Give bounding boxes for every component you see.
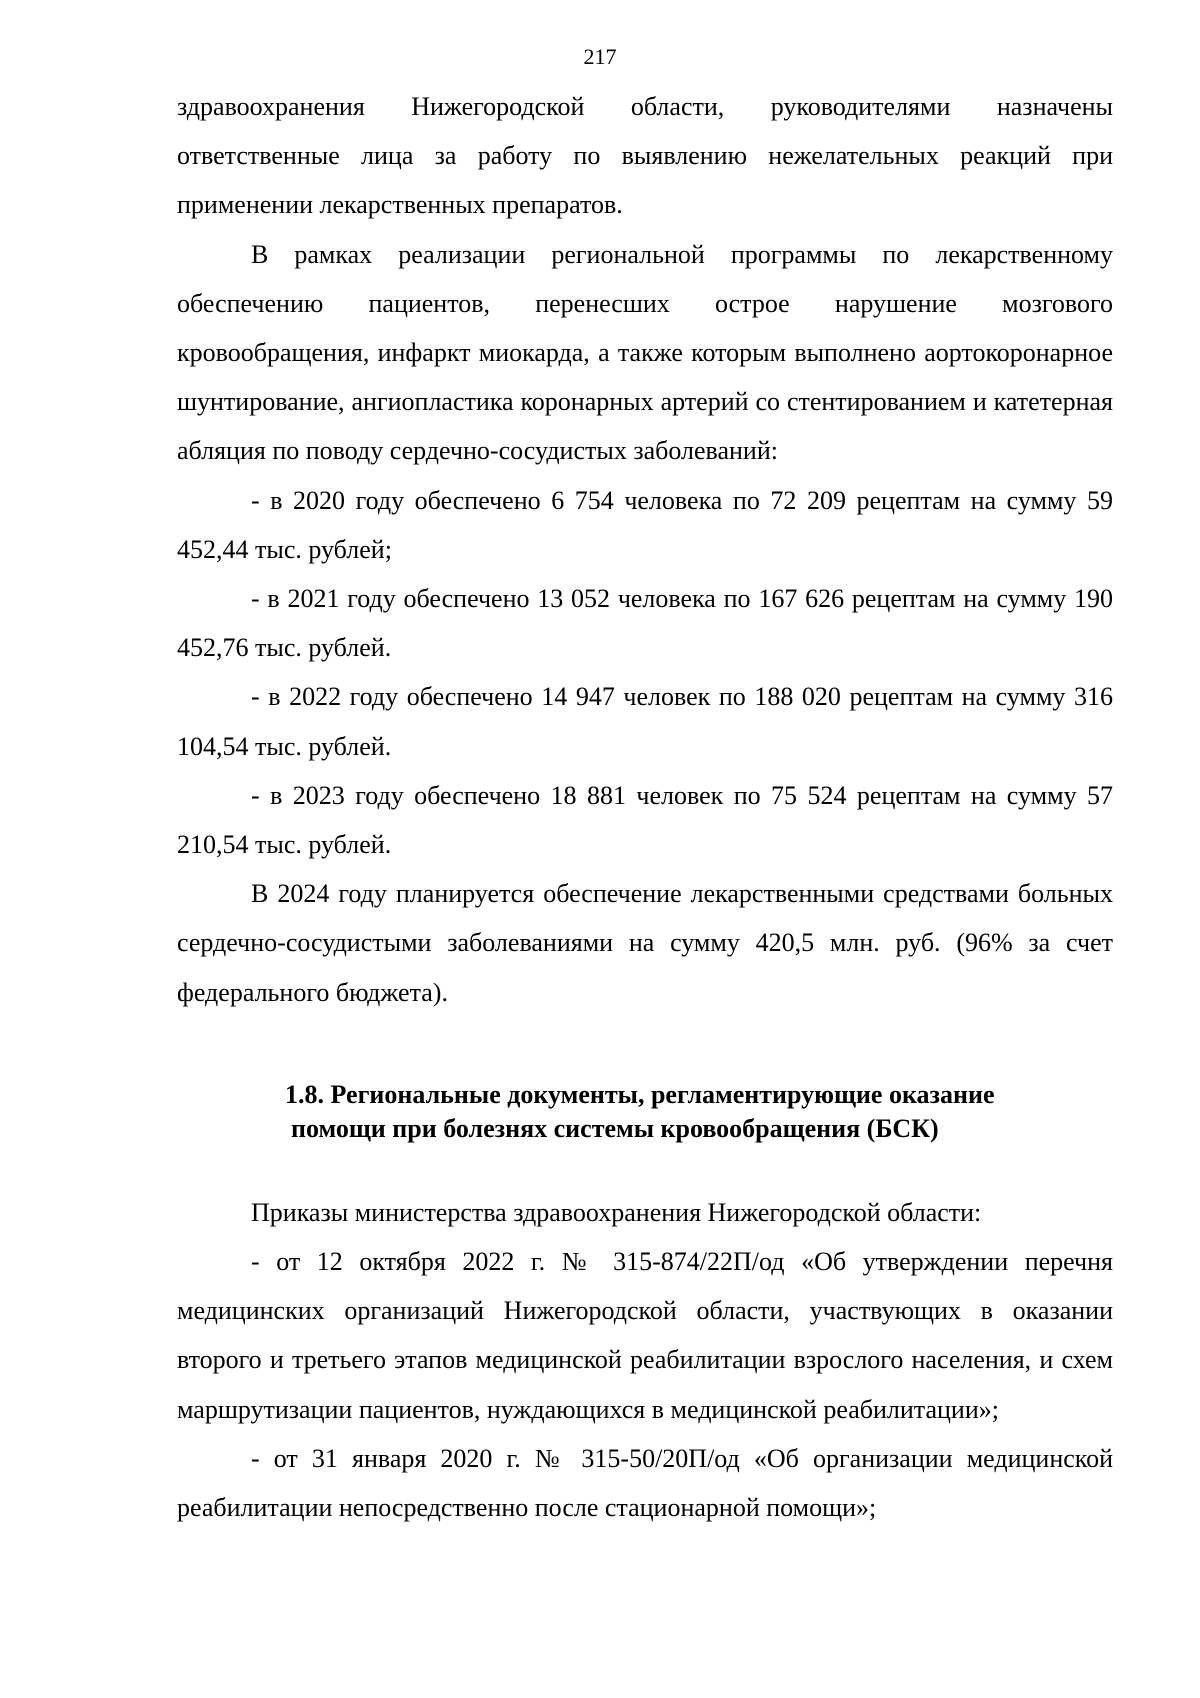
- paragraph-orders-intro: Приказы министерства здравоохранения Нижегородской области:: [251, 1197, 982, 1227]
- paragraph-2023: - в 2023 году обеспечено 18 881 человек по 75 524 рецептам на сумму 57 210,54 тыс. рублей.: [177, 780, 1113, 860]
- paragraph-continuation: здравоохранения Нижегородской области, руководителями назначены ответственные лица за работу по выявлению нежелательных реакций при применении лекарственных препаратов.: [177, 92, 1113, 220]
- paragraph-2024-plan: В 2024 году планируется обеспечение лекарственными средствами больных сердечно-сосудистыми заболеваниями на сумму 420,5 млн. руб. (96% за счет федерального бюджета).: [177, 879, 1113, 1007]
- section-heading-line-1: 1.8. Региональные документы, регламентирующие оказание: [285, 1079, 995, 1109]
- paragraph-order-2022: - от 12 октября 2022 г. № 315-874/22П/од «Об утверждении перечня медицинских организаций Нижегородской области, участвующих в оказании второго и третьего этапов медицинской реабилитации взрослого населения, и схем маршрутизации пациентов, нуждающихся в медицинской реабилитации»;: [177, 1247, 1113, 1424]
- paragraph-program-intro: В рамках реализации региональной программы по лекарственному обеспечению пациентов, перенесших острое нарушение мозгового кровообращения, инфаркт миокарда, а также которым выполнено аортокоронарное шунтирование, ангиопластика коронарных артерий со стентированием и катетерная абляция по поводу сердечно-сосудистых заболеваний:: [177, 239, 1113, 466]
- document-body: [177, 82, 1113, 1532]
- section-heading: [177, 1078, 1045, 1146]
- paragraph-2022: - в 2022 году обеспечено 14 947 человек по 188 020 рецептам на сумму 316 104,54 тыс. рублей.: [177, 682, 1113, 761]
- paragraph-2021: - в 2021 году обеспечено 13 052 человека по 167 626 рецептам на сумму 190 452,76 тыс. рублей.: [177, 584, 1113, 663]
- page-number: 217: [583, 44, 617, 69]
- section-heading-line-2: помощи при болезнях системы кровообращения (БСК): [291, 1113, 939, 1143]
- paragraph-2020: - в 2020 году обеспечено 6 754 человека по 72 209 рецептам на сумму 59 452,44 тыс. рублей;: [177, 485, 1113, 564]
- paragraph-order-2020: - от 31 января 2020 г. № 315-50/20П/од «Об организации медицинской реабилитации непосредственно после стационарной помощи»;: [177, 1443, 1113, 1523]
